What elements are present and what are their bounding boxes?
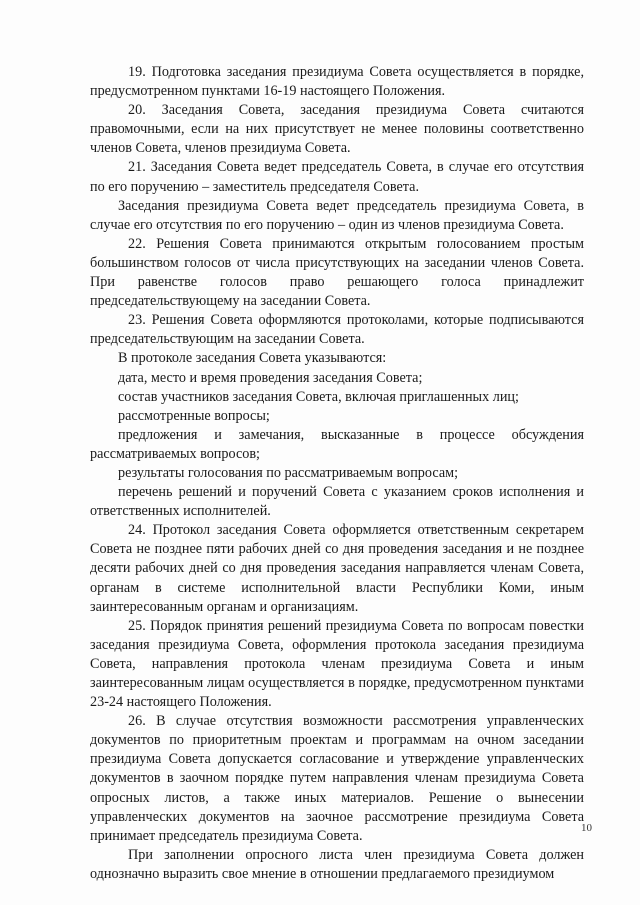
protocol-list-item: перечень решений и поручений Совета с указанием сроков исполнения и ответственных исполнителей.	[90, 484, 584, 520]
protocol-list-item: дата, место и время проведения заседания Совета;	[118, 369, 423, 386]
paragraph-25: 25. Порядок принятия решений президиума Совета по вопросам повестки заседания президиума Совета, оформления протокола заседания президиума Совета, направления протокола членам президиума Совета и иным заинтересованным лицам осуществляется в порядке, предусмотренном пунктами 23-24 настоящего Положения.	[90, 617, 584, 711]
paragraph-26: 26. В случае отсутствия возможности рассмотрения управленческих документов по приоритетным проектам и программам на очном заседании президиума Совета допускается согласование и утверждение управленческих документов в заочном порядке путем направления членам президиума Совета опросных листов, а также иных материалов. Решение о вынесении управленческих документов на заочное рассмотрение президиума Совета принимает председатель президиума Совета.	[90, 713, 584, 844]
protocol-list-item: рассмотренные вопросы;	[118, 407, 270, 424]
protocol-list-item: состав участников заседания Совета, включая приглашенных лиц;	[118, 388, 519, 405]
protocol-list-item: результаты голосования по рассматриваемым вопросам;	[118, 464, 459, 481]
page-number: 10	[581, 822, 592, 834]
paragraph-21-presidium: Заседания президиума Совета ведет председатель президиума Совета, в случае его отсутствия по его поручению – один из членов президиума Совета.	[90, 197, 584, 233]
paragraph-21: 21. Заседания Совета ведет председатель Совета, в случае его отсутствия по его поручению – заместитель председателя Совета.	[90, 159, 584, 195]
paragraph-26-questionnaire: При заполнении опросного листа член президиума Совета должен однозначно выразить свое мнение в отношении предлагаемого президиумом	[90, 846, 584, 882]
paragraph-22: 22. Решения Совета принимаются открытым голосованием простым большинством голосов от числа присутствующих на заседании членов Совета. При равенстве голосов право решающего голоса принадлежит председательствующему на заседании Совета.	[90, 235, 584, 310]
document-body	[90, 63, 584, 884]
protocol-list-item: предложения и замечания, высказанные в процессе обсуждения рассматриваемых вопросов;	[90, 426, 584, 462]
protocol-list-intro: В протоколе заседания Совета указываются:	[118, 350, 387, 367]
paragraph-20: 20. Заседания Совета, заседания президиума Совета считаются правомочными, если на них присутствует не менее половины соответственно членов Совета, членов президиума Совета.	[90, 102, 584, 157]
paragraph-19: 19. Подготовка заседания президиума Совета осуществляется в порядке, предусмотренном пунктами 16-19 настоящего Положения.	[90, 64, 584, 100]
paragraph-24: 24. Протокол заседания Совета оформляется ответственным секретарем Совета не позднее пяти рабочих дней со дня проведения заседания и не позднее десяти рабочих дней со дня проведения заседания направляется членам Совета, органам в системе исполнительной власти Республики Коми, иным заинтересованным органам и организациям.	[90, 522, 584, 615]
paragraph-23: 23. Решения Совета оформляются протоколами, которые подписываются председательствующим на заседании Совета.	[90, 312, 584, 348]
